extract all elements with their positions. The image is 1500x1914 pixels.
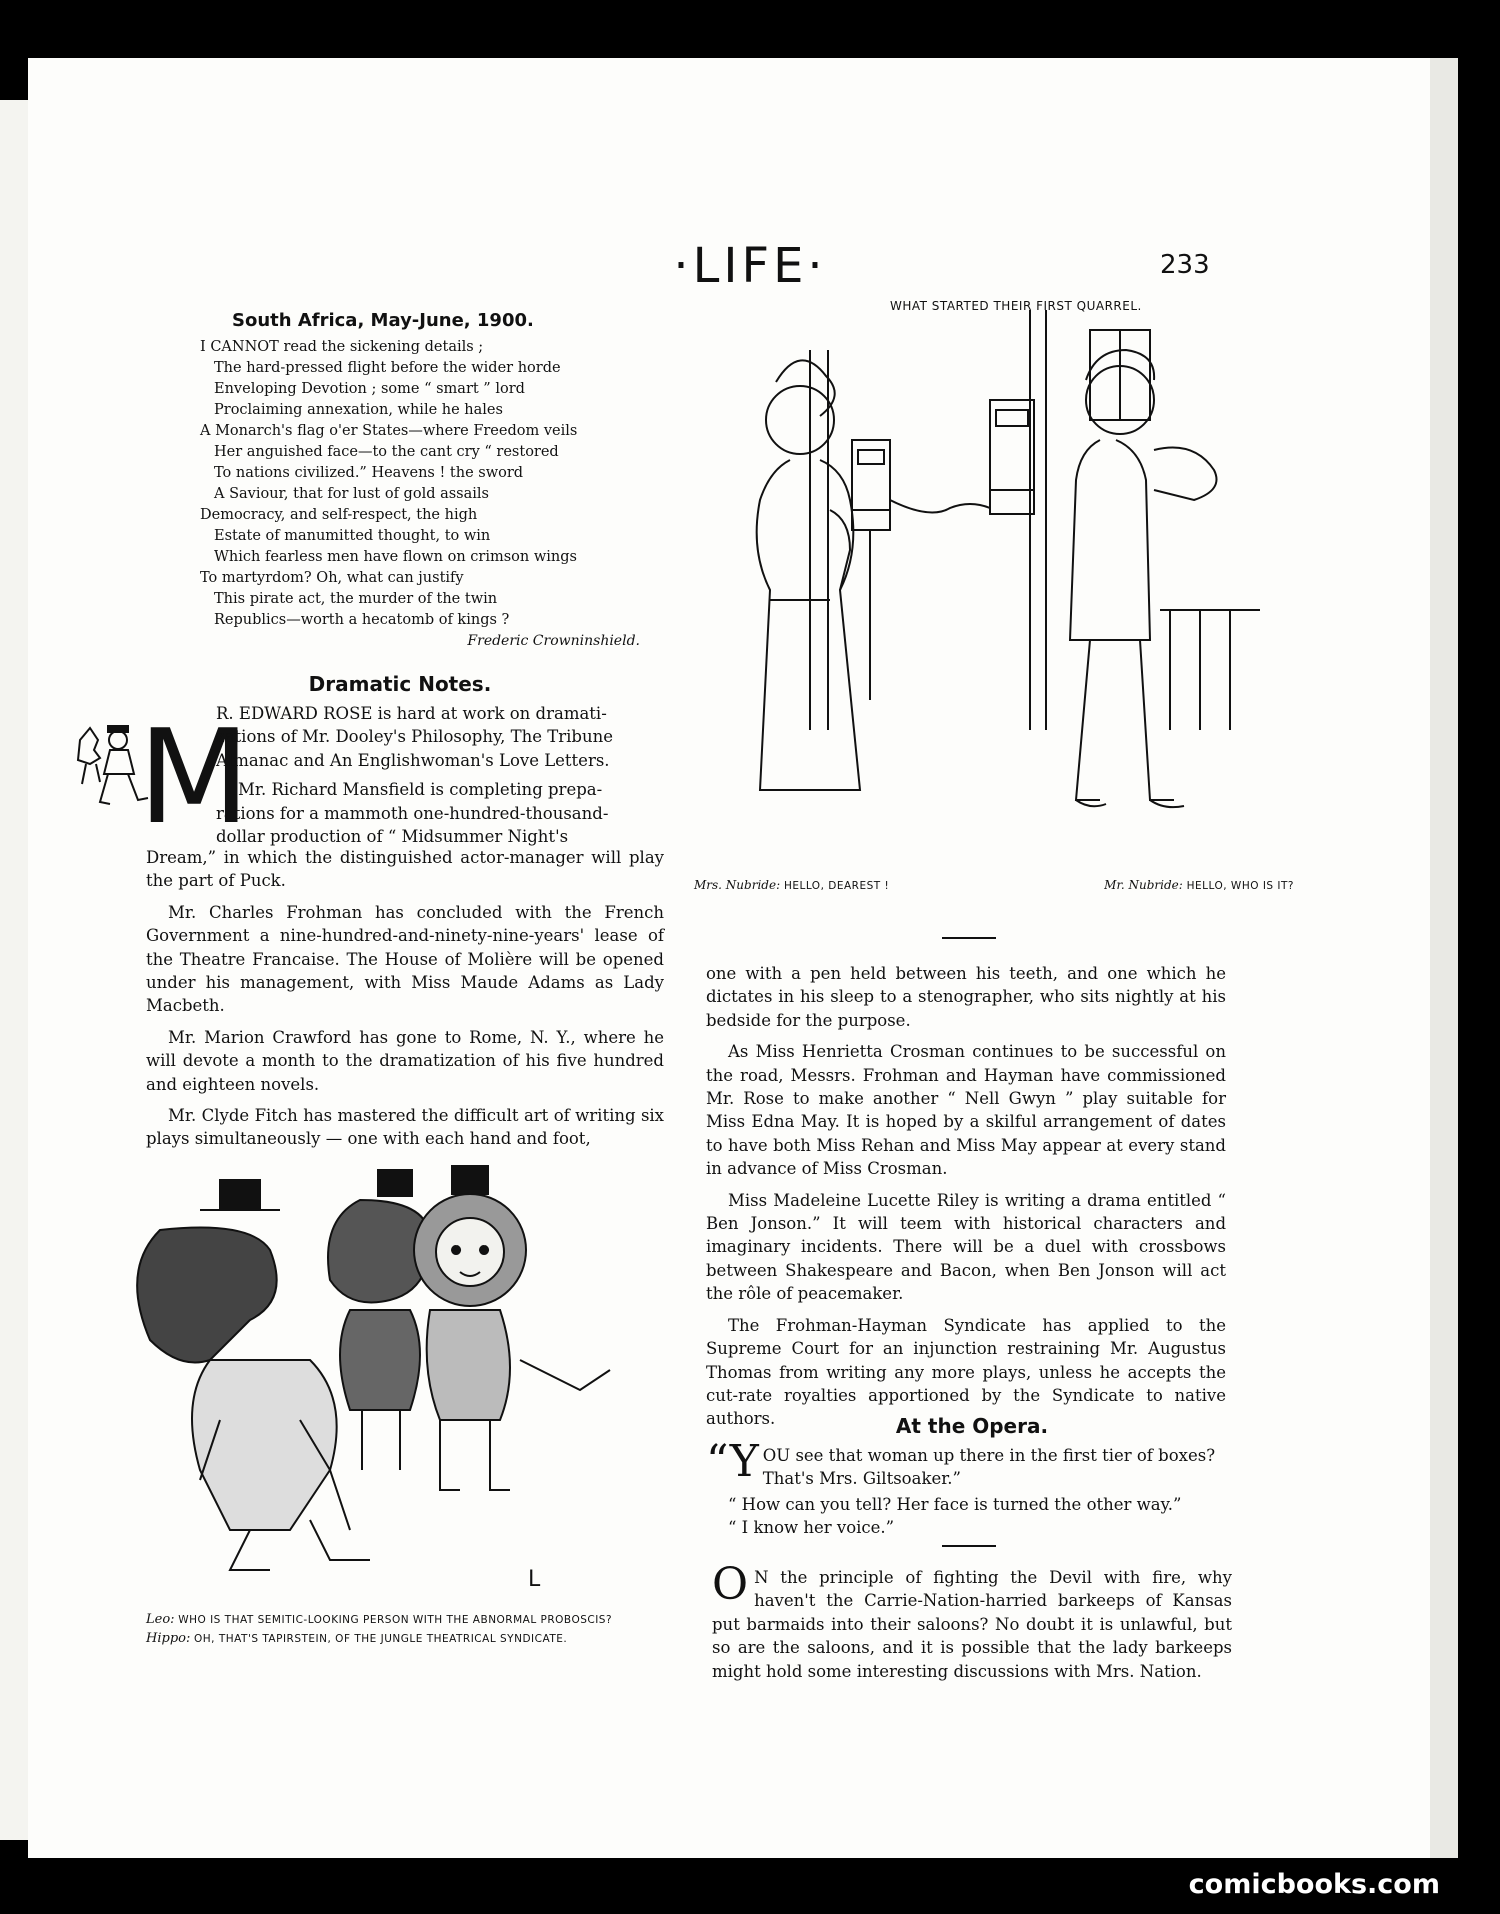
poem-line: Democracy, and self-respect, the high (200, 507, 478, 523)
masthead: ·LIFE· (673, 238, 827, 294)
left-line: HELLO, DEAREST ! (783, 880, 890, 892)
opera-block (706, 1436, 1236, 1540)
poem-line: This pirate act, the murder of the twin (214, 591, 498, 607)
speaker-hippo: Hippo: (146, 1631, 191, 1646)
animals-caption (146, 1610, 654, 1648)
opera-drop-cap: “Y (706, 1436, 759, 1487)
animals-cartoon (100, 1160, 680, 1600)
poem-line: Republics—worth a hecatomb of kings ? (214, 612, 510, 628)
opera-line-1: OU see that woman up there in the first tier of boxes? (762, 1446, 1216, 1465)
paragraph: The Frohman-Hayman Syndicate has applied to the Supreme Court for an injunction restraining Mr. Augustus Thomas from writing any more plays, unless he accepts the cut-rate royalties apportioned by the Syndicate to native authors. (706, 1315, 1226, 1429)
animals-cartoon-art-icon (100, 1160, 680, 1600)
divider-rule (942, 937, 996, 939)
poem-line: A Monarch's flag o'er States—where Freedom veils (200, 423, 578, 439)
lead-line: R. EDWARD ROSE is hard at work on dramati- (216, 704, 607, 723)
wrap-line: dollar production of “ Midsummer Night's (216, 827, 569, 847)
closing-text: N the principle of fighting the Devil with fire, why haven't the Carrie-Nation-harried barkeeps of Kansas put barmaids into their saloons? No doubt it is unlawful, but so are the saloons, and it is possible that the lady barkeeps might hold some interesting discussions with Mrs. Nation. (712, 1568, 1232, 1681)
right-line: HELLO, WHO IS IT? (1186, 880, 1294, 892)
closing-paragraph (712, 1559, 1232, 1683)
poem-line: The hard-pressed flight before the wider horde (214, 360, 561, 376)
opera-first-line (706, 1436, 1236, 1491)
divider-rule (942, 1545, 996, 1547)
paragraph: Miss Madeleine Lucette Riley is writing a drama entitled “ Ben Jonson.” It will teem with historical characters and imaginary incidents. There will be a duel with crossbows between Shakespeare and Bacon, when Ben Jonson will act the rôle of peacemaker. (706, 1190, 1226, 1304)
artist-mark: L (528, 1567, 541, 1592)
paragraph: Dream,” in which the distinguished actor-manager will play the part of Puck. (146, 848, 664, 891)
right-column-body (706, 962, 1226, 1431)
dramatic-notes-body (146, 846, 664, 1151)
site-watermark: comicbooks.com (1188, 1869, 1440, 1900)
drop-cap-letter: M (138, 701, 251, 853)
line-leo: WHO IS THAT SEMITIC-LOOKING PERSON WITH THE ABNORMAL PROBOSCIS? (178, 1614, 613, 1626)
paragraph: As Miss Henrietta Crosman continues to be successful on the road, Messrs. Frohman and Hayman have commissioned Mr. Rose to make another “ Nell Gwyn ” play suitable for Miss Edna May. It is hoped by a skilful arrangement of dates to have both Miss Rehan and Miss May appear at every stand in advance of Miss Crosman. (706, 1042, 1226, 1179)
poem-lines (200, 337, 640, 631)
right-speaker: Mr. Nubride: (1104, 878, 1183, 892)
wrap-line: Mr. Richard Mansfield is completing prepa- (238, 780, 603, 800)
telephone-cartoon (680, 299, 1300, 900)
poem-line: Estate of manumitted thought, to win (214, 528, 491, 544)
page-edge-strip (1430, 58, 1458, 1858)
opera-line-2: That's Mrs. Giltsoaker.” (762, 1469, 961, 1489)
paragraph: Mr. Marion Crawford has gone to Rome, N. Y., where he will devote a month to the dramatization of his five hundred and eighteen novels. (146, 1027, 664, 1094)
poem-block (200, 310, 640, 649)
poem-line: Her anguished face—to the cant cry “ restored (214, 444, 559, 460)
dramatic-notes-lead (216, 702, 664, 848)
lead-line: Almanac and An Englishwoman's Love Letters. (216, 750, 610, 770)
line-hippo: OH, THAT'S TAPIRSTEIN, OF THE JUNGLE THEATRICAL SYNDICATE. (194, 1633, 568, 1645)
poem-line: To nations civilized.” Heavens ! the sword (214, 465, 524, 481)
opera-line-4: “ I know her voice.” (728, 1518, 895, 1538)
poem-line: Proclaiming annexation, while he hales (214, 402, 503, 418)
poem-line: Which fearless men have flown on crimson wings (214, 549, 577, 565)
telephone-cartoon-art-icon (680, 299, 1300, 870)
paragraph: Mr. Clyde Fitch has mastered the difficult art of writing six plays simultaneously — one with each hand and foot, (146, 1106, 664, 1149)
wrap-line: rations for a mammoth one-hundred-thousand- (216, 803, 609, 823)
opera-line-3: “ How can you tell? Her face is turned the other way.” (728, 1494, 1182, 1514)
poem-line: To martyrdom? Oh, what can justify (200, 570, 464, 586)
cartoon-title: WHAT STARTED THEIR FIRST QUARREL. (890, 299, 1142, 313)
paragraph: one with a pen held between his teeth, and one which he dictates in his sleep to a stenographer, who sits nightly at his bedside for the purpose. (706, 964, 1226, 1030)
paragraph: Mr. Charles Frohman has concluded with the French Government a nine-hundred-and-ninety-nine-years' lease of the Theatre Francaise. The House of Molière will be opened under his management, with Miss Maude Adams as Lady Macbeth. (146, 902, 664, 1016)
cartoon-dialogue (694, 878, 1294, 892)
poem-line: I CANNOT read the sickening details ; (200, 339, 484, 355)
opera-title: At the Opera. (895, 1414, 1049, 1438)
drop-cap-illustration (66, 700, 251, 853)
page-number: 233 (1160, 250, 1210, 280)
adjacent-page-edge (0, 100, 28, 1840)
poem-title: South Africa, May-June, 1900. (232, 310, 534, 331)
poem-signature: Frederic Crowninshield. (467, 633, 640, 649)
dramatic-notes-title: Dramatic Notes. (308, 672, 492, 696)
speaker-leo: Leo: (146, 1612, 175, 1627)
closing-drop-cap: O (712, 1559, 749, 1610)
left-speaker: Mrs. Nubride: (694, 878, 781, 892)
poem-line: Enveloping Devotion ; some “ smart ” lord (214, 381, 525, 397)
drop-cap-figure-icon (66, 700, 251, 853)
lead-line: zations of Mr. Dooley's Philosophy, The Tribune (216, 727, 613, 747)
poem-line: A Saviour, that for lust of gold assails (214, 486, 489, 502)
closing-block (712, 1559, 1232, 1683)
